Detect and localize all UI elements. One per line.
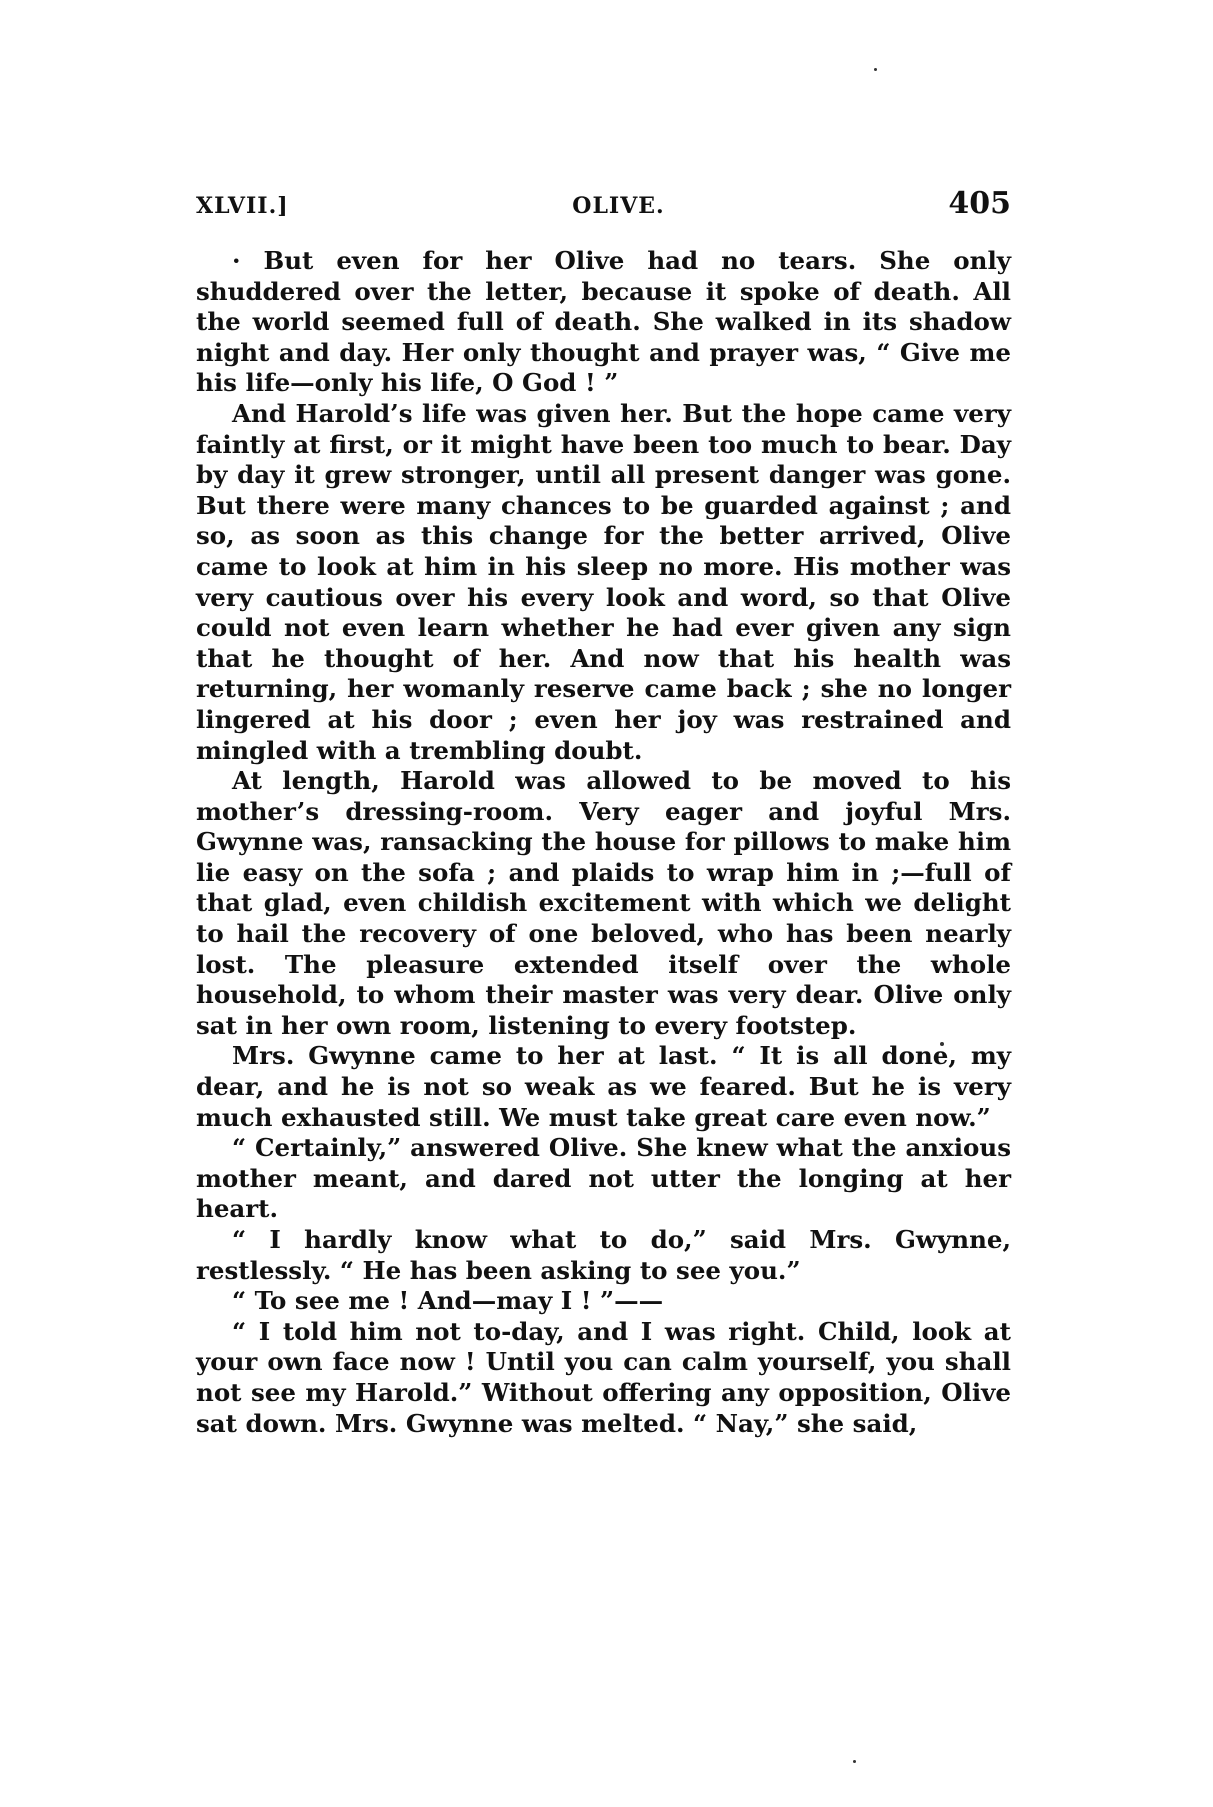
- running-title: OLIVE.: [572, 193, 665, 219]
- paragraph: “ Certainly,” answered Olive. She knew what the anxious mother meant, and dared not utter the longing at her heart.: [196, 1133, 1011, 1224]
- paragraph: And Harold’s life was given her. But the hope came very faintly at first, or it might have been too much to bear. Day by day it grew stronger, until all present danger was gone. But there were many chances to be guarded against ; and so, as soon as this change for the better arrived, Olive came to look at him in his sleep no more. His mother was very cautious over his every look and word, so that Olive could not even learn whether he had ever given any sign that he thought of her. And now that his health was returning, her womanly reserve came back ; she no longer lingered at his door ; even her joy was restrained and mingled with a trembling doubt.: [196, 398, 1011, 765]
- book-page: [196, 186, 1011, 1439]
- body-text: [196, 246, 1011, 1439]
- paragraph: · But even for her Olive had no tears. She only shuddered over the letter, because it spoke of death. All the world seemed full of death. She walked in its shadow night and day. Her only thought and prayer was, “ Give me his life—only his life, O God ! ”: [196, 246, 1011, 398]
- paragraph: Mrs. Gwynne came to her at last. “ It is all done, my dear, and he is not so weak as we feared. But he is very much exhausted still. We must take great care even now.”: [196, 1041, 1011, 1132]
- paragraph: “ To see me ! And—may I ! ”——: [232, 1286, 664, 1316]
- running-head: [196, 186, 1011, 226]
- print-speck: [874, 68, 877, 71]
- paragraph: At length, Harold was allowed to be moved to his mother’s dressing-room. Very eager and joyful Mrs. Gwynne was, ransacking the house for pillows to make him lie easy on the sofa ; and plaids to wrap him in ;—full of that glad, even childish excitement with which we delight to hail the recovery of one beloved, who has been nearly lost. The pleasure extended itself over the whole household, to whom their master was very dear. Olive only sat in her own room, listening to every footstep.: [196, 766, 1011, 1040]
- print-speck: [853, 1760, 856, 1763]
- chapter-marker: XLVII.]: [196, 193, 289, 219]
- paragraph: “ I hardly know what to do,” said Mrs. Gwynne, restlessly. “ He has been asking to see you.”: [196, 1225, 1011, 1285]
- page-number: 405: [948, 186, 1011, 221]
- paragraph: “ I told him not to-day, and I was right. Child, look at your own face now ! Until you can calm yourself, you shall not see my Harold.” Without offering any opposition, Olive sat down. Mrs. Gwynne was melted. “ Nay,” she said,: [196, 1316, 1011, 1438]
